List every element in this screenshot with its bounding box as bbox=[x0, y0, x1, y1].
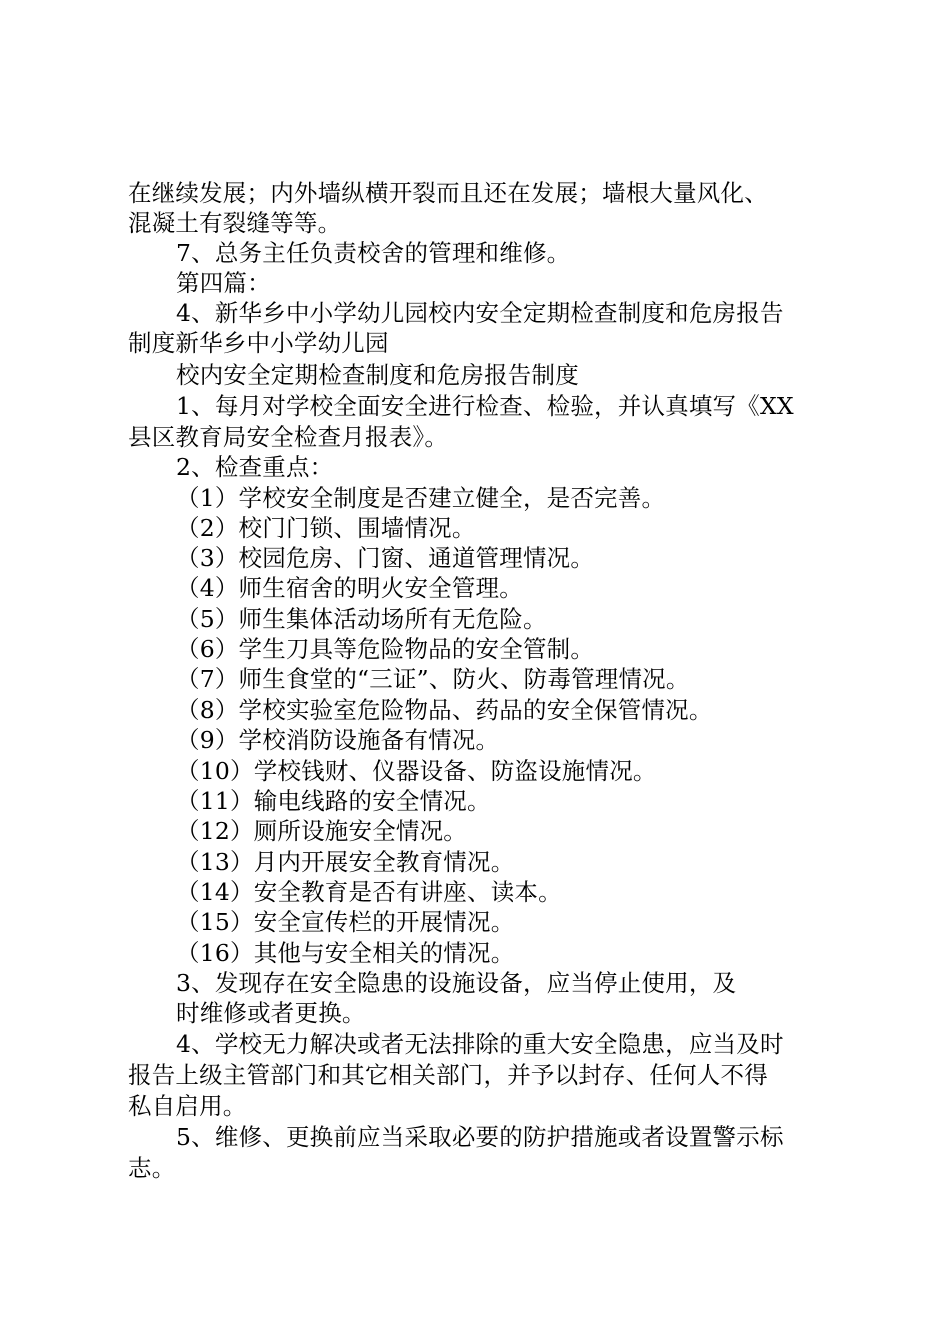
text-line: 报告上级主管部门和其它相关部门，并予以封存、任何人不得 bbox=[128, 1061, 768, 1089]
text-line: （15）安全宣传栏的开展情况。 bbox=[176, 908, 515, 936]
text-line: （16）其他与安全相关的情况。 bbox=[176, 939, 515, 967]
text-line: 在继续发展；内外墙纵横开裂而且还在发展；墙根大量风化、 bbox=[128, 179, 768, 207]
text-line: （3）校园危房、门窗、通道管理情况。 bbox=[176, 544, 595, 572]
text-line: 志。 bbox=[128, 1154, 176, 1182]
text-line: （5）师生集体活动场所有无危险。 bbox=[176, 605, 547, 633]
text-line: 3、发现存在安全隐患的设施设备，应当停止使用，及 bbox=[176, 969, 737, 997]
text-line: 4、学校无力解决或者无法排除的重大安全隐患，应当及时 bbox=[176, 1030, 784, 1058]
text-line: （12）厕所设施安全情况。 bbox=[176, 817, 468, 845]
text-line: （1）学校安全制度是否建立健全，是否完善。 bbox=[176, 484, 666, 512]
text-line: 4、新华乡中小学幼儿园校内安全定期检查制度和危房报告 bbox=[176, 299, 784, 327]
text-line: 第四篇： bbox=[176, 269, 271, 297]
text-line: 校内安全定期检查制度和危房报告制度 bbox=[176, 361, 579, 389]
text-line: （4）师生宿舍的明火安全管理。 bbox=[176, 574, 523, 602]
text-line: 私自启用。 bbox=[128, 1092, 247, 1120]
text-line: （9）学校消防设施备有情况。 bbox=[176, 726, 500, 754]
text-line: 1、每月对学校全面安全进行检查、检验，并认真填写《XX bbox=[176, 392, 794, 420]
text-line: （6）学生刀具等危险物品的安全管制。 bbox=[176, 635, 595, 663]
text-line: 县区教育局安全检查月报表》。 bbox=[128, 423, 449, 451]
text-line: （13）月内开展安全教育情况。 bbox=[176, 848, 515, 876]
text-line: 2、检查重点： bbox=[176, 453, 334, 481]
text-line: （2）校门门锁、围墙情况。 bbox=[176, 514, 476, 542]
text-line: 制度新华乡中小学幼儿园 bbox=[128, 329, 389, 357]
text-line: 5、维修、更换前应当采取必要的防护措施或者设置警示标 bbox=[176, 1123, 784, 1151]
text-line: （7）师生食堂的“三证”、防火、防毒管理情况。 bbox=[176, 665, 690, 693]
text-line: （10）学校钱财、仪器设备、防盗设施情况。 bbox=[176, 757, 657, 785]
text-line: 时维修或者更换。 bbox=[176, 999, 366, 1027]
text-line: （14）安全教育是否有讲座、读本。 bbox=[176, 878, 562, 906]
text-line: 7、总务主任负责校舍的管理和维修。 bbox=[176, 239, 571, 267]
text-line: （11）输电线路的安全情况。 bbox=[176, 787, 491, 815]
text-line: （8）学校实验室危险物品、药品的安全保管情况。 bbox=[176, 696, 713, 724]
text-line: 混凝土有裂缝等等。 bbox=[128, 209, 342, 237]
